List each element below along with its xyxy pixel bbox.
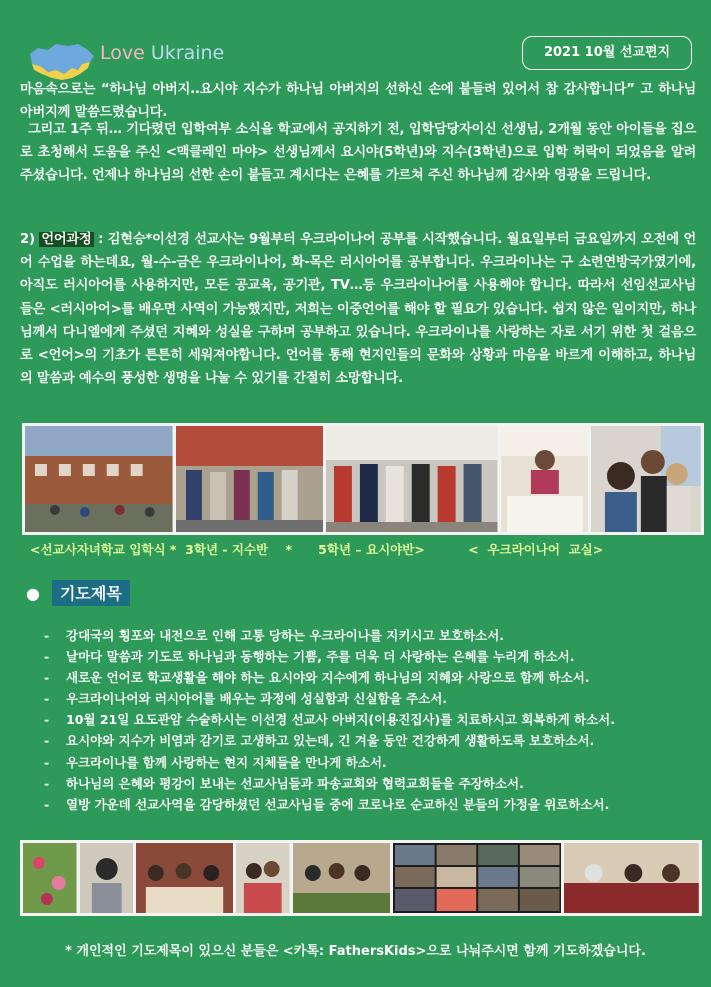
photo-caption: <선교사자녀학교 입학식 * 3학년 - 지수반 * 5학년 – 요시야반> < 우크라이나어 교실> bbox=[30, 542, 604, 557]
prayer-item-text: 우크라이나를 함께 사랑하는 현지 지체들을 만나게 하소서. bbox=[66, 754, 387, 770]
section-highlight: 언어과정 bbox=[41, 232, 92, 247]
prayer-section-heading bbox=[26, 580, 130, 606]
letter-date-badge: 2021 10월 선교편지 bbox=[522, 36, 692, 70]
paragraph-admission: 그리고 1주 뒤… 기다렸던 입학여부 소식을 학교에서 공지하기 전, 입학담당자이신 선생님, 2개월 동안 아이들을 집으로 초청해서 도움을 주신 <맥클레인 마야> 선생님께서 요시야(5학년)와 지수(3학년)으로 입학 허락이 되었음을 알려주셨습니다. 언제나 하나님의 선한 손이 붙들고 계시다는 은혜를 가르쳐 주신 하나님께 감사와 영광을 드립니다. bbox=[20, 122, 696, 184]
photo-flowers bbox=[23, 843, 77, 913]
photo-dinner bbox=[136, 843, 233, 913]
bullet-icon: ● bbox=[26, 583, 40, 603]
photo-friends bbox=[236, 843, 290, 913]
ukraine-map-icon bbox=[28, 40, 96, 80]
prayer-list bbox=[44, 625, 704, 815]
photo-gathering bbox=[293, 843, 390, 913]
letter-header bbox=[22, 36, 692, 76]
footer-note: * 개인적인 기도제목이 있으신 분들은 <카톡: FathersKids>으로 나눠주시면 함께 기도하겠습니다. bbox=[65, 944, 646, 959]
dash-marker: - bbox=[44, 775, 50, 791]
prayer-item bbox=[44, 794, 704, 815]
photo-strip-school bbox=[22, 423, 704, 535]
photo-portrait bbox=[80, 843, 134, 913]
prayer-item-text: 새로운 언어로 학교생활을 해야 하는 요시야와 지수에게 하나님의 지혜와 사랑으로 함께 하소서. bbox=[66, 670, 590, 686]
dash-marker: - bbox=[44, 754, 50, 770]
logo-text bbox=[100, 42, 224, 64]
dash-marker: - bbox=[44, 628, 50, 643]
photo-video-call bbox=[393, 843, 561, 913]
prayer-item-text: 열방 가운데 선교사역을 감당하셨던 선교사님들 중에 코로나로 순교하신 분들의 가정을 위로하소서. bbox=[66, 796, 610, 812]
section-number: 2) bbox=[20, 232, 35, 247]
photo-class-3 bbox=[176, 426, 324, 532]
photo-language-class-1 bbox=[501, 426, 589, 532]
prayer-item bbox=[44, 688, 704, 709]
dash-marker: - bbox=[44, 691, 50, 707]
section-text: : 김현승*이선경 선교사는 9월부터 우크라이나어 공부를 시작했습니다. 월요일부터 금요일까지 오전에 언어 수업을 하는데요, 월-수-금은 우크라이나어, 화-목은 러시아어를 공부합니다. 우크라이나는 구 소련연방국가였기에, 아직도 러시아어를 사용하지만, 모든 공교육, 공기관, TV…등 우크라이나어를 사용해야 합니다. 따라서 선임선교사님들은 <러시아어>를 배우면 사역이 가능했지만, 저희는 이중언어를 해야 할 필요가 있습니다. 쉽지 않은 일이지만, 하나님께서 다니엘에게 주셨던 지혜와 성실을 구하며 공부하고 있습니다. 우크라이나를 사랑하는 자로 서기 위한 첫 걸음으로 <언어>의 기초가 튼튼히 세워져야합니다. 언어를 통해 현지인들의 문화와 상황과 마음을 바르게 이해하고, 하나님의 말씀과 예수의 풍성한 생명을 나눌 수 있기를 간절히 소망합니다. bbox=[20, 232, 696, 387]
logo-ukraine: Ukraine bbox=[150, 42, 225, 64]
paragraph-thanks: 마음속으로는 “하나님 아버지..요시야 지수가 하나님 아버지의 선하신 손에 붙들려 있어서 참 감사합니다” 고 하나님 아버지께 말씀드렸습니다. bbox=[20, 82, 696, 121]
prayer-item bbox=[44, 667, 704, 688]
prayer-item bbox=[44, 773, 704, 794]
prayer-item-text: 요시야와 지수가 비염과 감기로 고생하고 있는데, 긴 겨울 동안 건강하게 생활하도록 보호하소서. bbox=[66, 733, 595, 749]
paragraph-language bbox=[20, 228, 696, 390]
dash-marker: - bbox=[44, 712, 50, 728]
dash-marker: - bbox=[44, 649, 50, 665]
dash-marker: - bbox=[44, 733, 50, 749]
prayer-title: 기도제목 bbox=[52, 580, 130, 606]
photo-class-5 bbox=[326, 426, 497, 532]
prayer-item-text: 강대국의 횡포와 내전으로 인해 고통 당하는 우크라이나를 지키시고 보호하소서. bbox=[66, 628, 505, 643]
prayer-item bbox=[44, 730, 704, 751]
prayer-item bbox=[44, 625, 704, 646]
prayer-item bbox=[44, 646, 704, 667]
photo-home-visit bbox=[564, 843, 699, 913]
photo-language-class-2 bbox=[591, 426, 701, 532]
prayer-item-text: 우크라이나어와 러시아어를 배우는 과정에 성실함과 신실함을 주소서. bbox=[66, 691, 448, 707]
dash-marker: - bbox=[44, 796, 50, 812]
dash-marker: - bbox=[44, 670, 50, 686]
prayer-item-text: 하나님의 은혜와 평강이 보내는 선교사님들과 파송교회와 협력교회들을 주장하소서. bbox=[66, 775, 524, 791]
photo-strip-community bbox=[20, 840, 702, 916]
prayer-item-text: 10월 21일 요도관암 수술하시는 이선경 선교사 아버지(이용진집사)를 치료하시고 회복하게 하소서. bbox=[66, 712, 615, 728]
logo-love: Love bbox=[100, 42, 145, 64]
prayer-item bbox=[44, 752, 704, 773]
prayer-item-text: 날마다 말씀과 기도로 하나님과 동행하는 기쁨, 주를 더욱 더 사랑하는 은혜를 누리게 하소서. bbox=[66, 649, 575, 665]
photo-school-building bbox=[25, 426, 173, 532]
prayer-item bbox=[44, 709, 704, 730]
